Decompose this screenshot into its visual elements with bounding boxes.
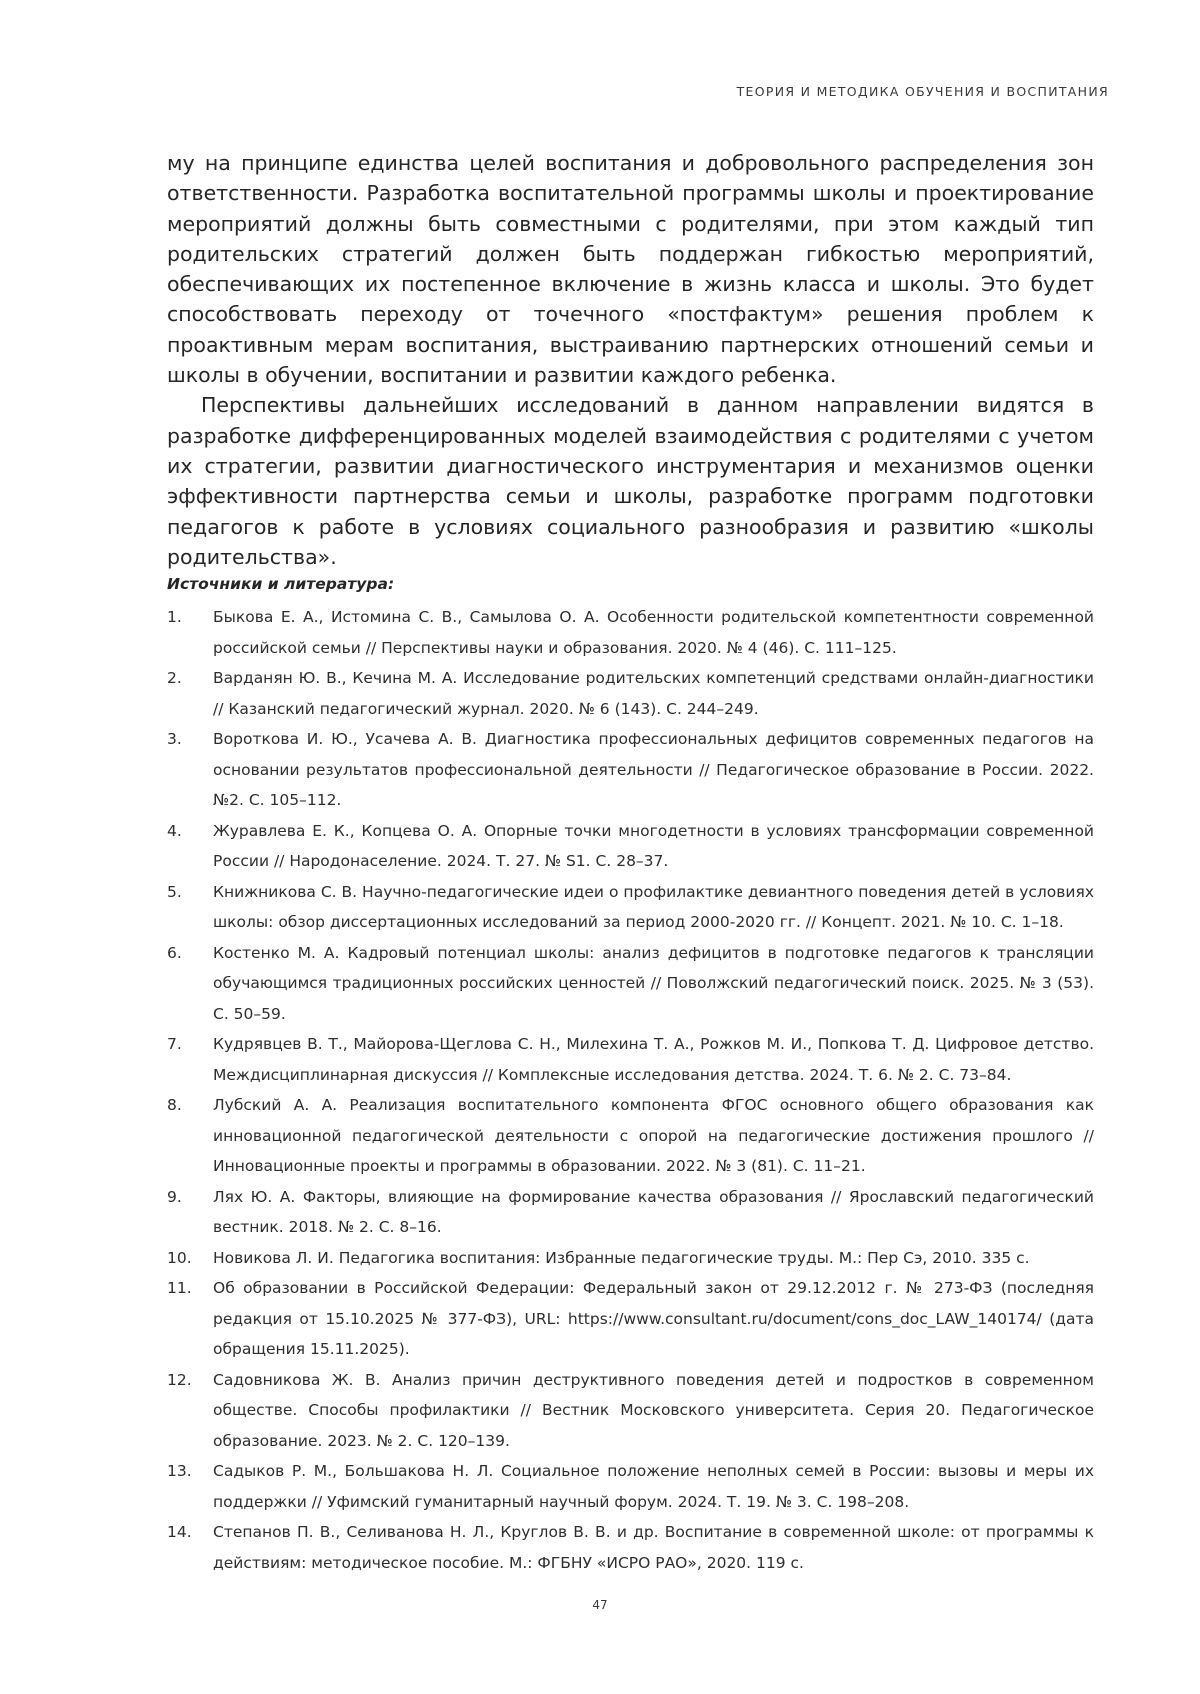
reference-number: 12. [167,1370,192,1389]
references-title: Источники и литература: [167,575,395,593]
running-header: ТЕОРИЯ И МЕТОДИКА ОБУЧЕНИЯ И ВОСПИТАНИЯ [736,84,1109,99]
reference-item-10 [167,1243,1094,1274]
reference-number: 14. [167,1523,192,1541]
reference-text: Журавлева Е. К., Копцева О. А. Опорные точки многодетности в условиях трансформации современной России // Народонаселение. 2024. Т. 27. № S1. С. 28–37. [213,821,1094,870]
reference-number: 10. [167,1248,192,1267]
reference-number: 8. [167,1096,182,1114]
reference-item-7 [167,1029,1094,1090]
reference-text: Лях Ю. А. Факторы, влияющие на формирование качества образования // Ярославский педагогический вестник. 2018. № 2. С. 8–16. [213,1187,1094,1236]
reference-text: Кудрявцев В. Т., Майорова-Щеглова С. Н., Милехина Т. А., Рожков М. И., Попкова Т. Д. Цифровое детство. Междисциплинарная дискуссия // Комплексные исследования детства. 2024. Т. 6. № 2. С. 73–84. [213,1035,1094,1084]
reference-item-6 [167,938,1094,1030]
reference-text: Садыков Р. М., Большакова Н. Л. Социальное положение неполных семей в России: вызовы и меры их поддержки // Уфимский гуманитарный научный форум. 2024. Т. 19. № 3. С. 198–208. [213,1462,1094,1511]
reference-number: 3. [167,730,182,748]
reference-text: Книжникова С. В. Научно-педагогические идеи о профилактике девиантного поведения детей в условиях школы: обзор диссертационных исследований за период 2000-2020 гг. // Концепт. 2021. № 10. С. 1–18. [213,882,1094,931]
reference-text: Лубский А. А. Реализация воспитательного компонента ФГОС основного общего образования как инновационной педагогической деятельности с опорой на педагогические достижения прошлого // Инновационные проекты и программы в образовании. 2022. № 3 (81). С. 11–21. [213,1096,1094,1175]
reference-item-14 [167,1517,1094,1578]
reference-number: 1. [167,608,182,626]
body-paragraph-2: Перспективы дальнейших исследований в данном направлении видятся в разработке дифференцированных моделей взаимодействия с родителями с учетом их стратегии, развитии диагностического инструментария и механизмов оценки эффективности партнерства семьи и школы, разработке программ подготовки педагогов к работе в условиях социального разнообразия и развитию «школы родительства». [167,393,1094,569]
reference-text: Новикова Л. И. Педагогика воспитания: Избранные педагогические труды. М.: Пер Сэ, 2010. 335 с. [213,1248,1030,1267]
reference-number: 11. [167,1279,192,1297]
reference-text: Об образовании в Российской Федерации: Федеральный закон от 29.12.2012 г. № 273-ФЗ (последняя редакция от 15.10.2025 № 377-ФЗ), URL: https://www.consultant.ru/document/cons_doc_LAW_140174/ (дата обращения 15.11.2025). [213,1279,1094,1358]
reference-number: 2. [167,669,182,687]
reference-number: 5. [167,882,182,901]
reference-text: Вороткова И. Ю., Усачева А. В. Диагностика профессиональных дефицитов современных педагогов на основании результатов профессиональной деятельности // Педагогическое образование в России. 2022. №2. С. 105–112. [213,730,1094,809]
reference-item-1 [167,602,1094,663]
reference-item-8 [167,1090,1094,1182]
reference-text: Варданян Ю. В., Кечина М. А. Исследование родительских компетенций средствами онлайн-диагностики // Казанский педагогический журнал. 2020. № 6 (143). С. 244–249. [213,669,1094,718]
reference-number: 13. [167,1462,192,1480]
reference-item-12 [167,1365,1094,1457]
reference-number: 6. [167,943,182,962]
body-paragraph-1: му на принципе единства целей воспитания и добровольного распределения зон ответственности. Разработка воспитательной программы школы и проектирование мероприятий должны быть совместными с родителями, при этом каждый тип родительских стратегий должен быть поддержан гибкостью мероприятий, обеспечивающих их постепенное включение в жизнь класса и школы. Это будет способствовать переходу от точечного «постфактум» решения проблем к проактивным мерам воспитания, выстраиванию партнерских отношений семьи и школы в обучении, воспитании и развитии каждого ребенка. [167,151,1094,388]
reference-number: 4. [167,821,182,840]
body-text [167,148,1094,572]
reference-item-3 [167,724,1094,816]
reference-item-2 [167,663,1094,724]
reference-item-11 [167,1273,1094,1365]
reference-text: Степанов П. В., Селиванова Н. Л., Круглов В. В. и др. Воспитание в современной школе: от программы к действиям: методическое пособие. М.: ФГБНУ «ИСРО РАО», 2020. 119 с. [213,1523,1094,1572]
page-number: 47 [592,1598,608,1612]
reference-item-9 [167,1182,1094,1243]
reference-item-5 [167,877,1094,938]
reference-item-13 [167,1456,1094,1517]
reference-item-4 [167,816,1094,877]
reference-number: 7. [167,1035,182,1053]
reference-text: Костенко М. А. Кадровый потенциал школы: анализ дефицитов в подготовке педагогов к трансляции обучающимся традиционных российских ценностей // Поволжский педагогический поиск. 2025. № 3 (53). С. 50–59. [213,943,1094,1023]
reference-text: Быкова Е. А., Истомина С. В., Самылова О. А. Особенности родительской компетентности современной российской семьи // Перспективы науки и образования. 2020. № 4 (46). С. 111–125. [213,608,1094,657]
reference-number: 9. [167,1187,182,1206]
reference-text: Садовникова Ж. В. Анализ причин деструктивного поведения детей и подростков в современном обществе. Способы профилактики // Вестник Московского университета. Серия 20. Педагогическое образование. 2023. № 2. С. 120–139. [213,1370,1094,1450]
references-list [167,602,1094,1578]
